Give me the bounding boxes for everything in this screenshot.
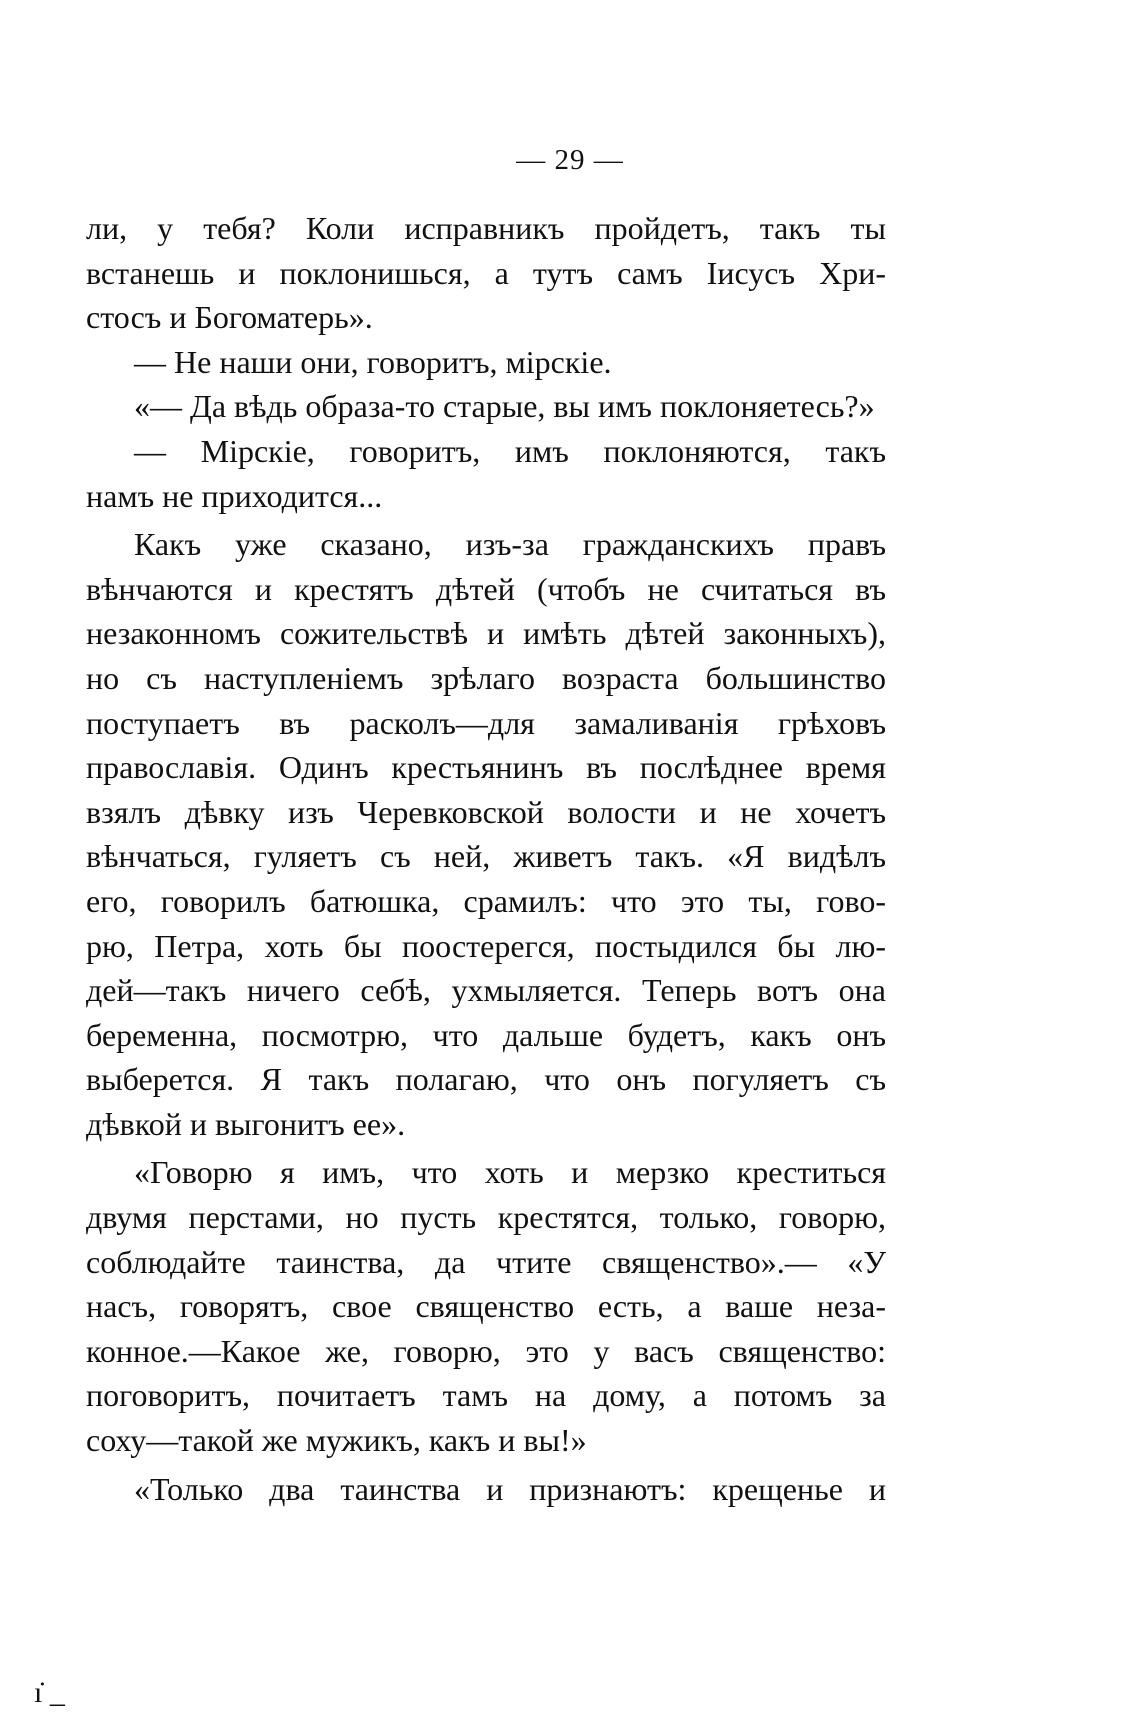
text-line: но съ наступленіемъ зрѣлаго возраста большинство — [86, 659, 886, 696]
page-number: — 29 — — [516, 144, 624, 176]
text-line: вѣнчаться, гуляетъ съ ней, живетъ такъ. «Я видѣлъ — [86, 838, 886, 875]
footer-mark: ı̇ _ — [34, 1676, 65, 1709]
text-line: рю, Петра, хоть бы поостерегся, постыдился бы лю- — [86, 927, 886, 964]
text-line: поступаетъ въ расколъ—для замаливанія грѣховъ — [86, 704, 886, 741]
text-line: конное.—Какое же, говорю, это у васъ священство: — [86, 1332, 886, 1369]
body-text — [86, 206, 886, 1511]
text-line: беременна, посмотрю, что дальше будетъ, какъ онъ — [86, 1016, 886, 1053]
text-line: соблюдайте таинства, да чтите священство».— «У — [86, 1243, 886, 1280]
text-line: Какъ уже сказано, изъ-за гражданскихъ правъ — [134, 526, 886, 563]
text-line: дѣвкой и выгонитъ ее». — [86, 1105, 406, 1142]
text-line: ли, у тебя? Коли исправникъ пройдетъ, такъ ты — [86, 210, 886, 246]
text-line: дей—такъ ничего себѣ, ухмыляется. Теперь вотъ она — [86, 972, 886, 1009]
text-line: его, говорилъ батюшка, срамилъ: что это ты, гово- — [86, 882, 886, 919]
text-line: намъ не приходится... — [86, 477, 383, 514]
text-line: «Только два таинства и признаютъ: крещенье и — [134, 1470, 886, 1507]
text-line: стосъ и Богоматерь». — [86, 299, 373, 336]
text-line: «Говорю я имъ, что хоть и мерзко креститься — [134, 1154, 886, 1191]
text-line: незаконномъ сожительствѣ и имѣть дѣтей законныхъ), — [86, 615, 886, 652]
text-line: взялъ дѣвку изъ Черевковской волости и не хочетъ — [86, 793, 886, 830]
text-line: — Мірскіе, говоритъ, имъ поклоняются, такъ — [134, 432, 886, 469]
text-line: православія. Одинъ крестьянинъ въ послѣднее время — [86, 749, 886, 786]
text-line: — Не наши они, говоритъ, мірскіе. — [134, 343, 612, 380]
text-line: вѣнчаются и крестятъ дѣтей (чтобъ не считаться въ — [86, 570, 886, 607]
text-line: выберется. Я такъ полагаю, что онъ погуляетъ съ — [86, 1061, 886, 1098]
text-line: встанешь и поклонишься, а тутъ самъ Іисусъ Хри- — [86, 254, 886, 291]
text-line: поговоритъ, почитаетъ тамъ на дому, а потомъ за — [86, 1377, 886, 1414]
text-line: двумя перстами, но пусть крестятся, только, говорю, — [86, 1199, 886, 1236]
text-line: «— Да вѣдь образа-то старые, вы имъ поклоняетесь?» — [134, 388, 875, 425]
text-line: насъ, говорятъ, свое священство есть, а ваше неза- — [86, 1288, 886, 1325]
text-line: соху—такой же мужикъ, какъ и вы!» — [86, 1422, 587, 1459]
